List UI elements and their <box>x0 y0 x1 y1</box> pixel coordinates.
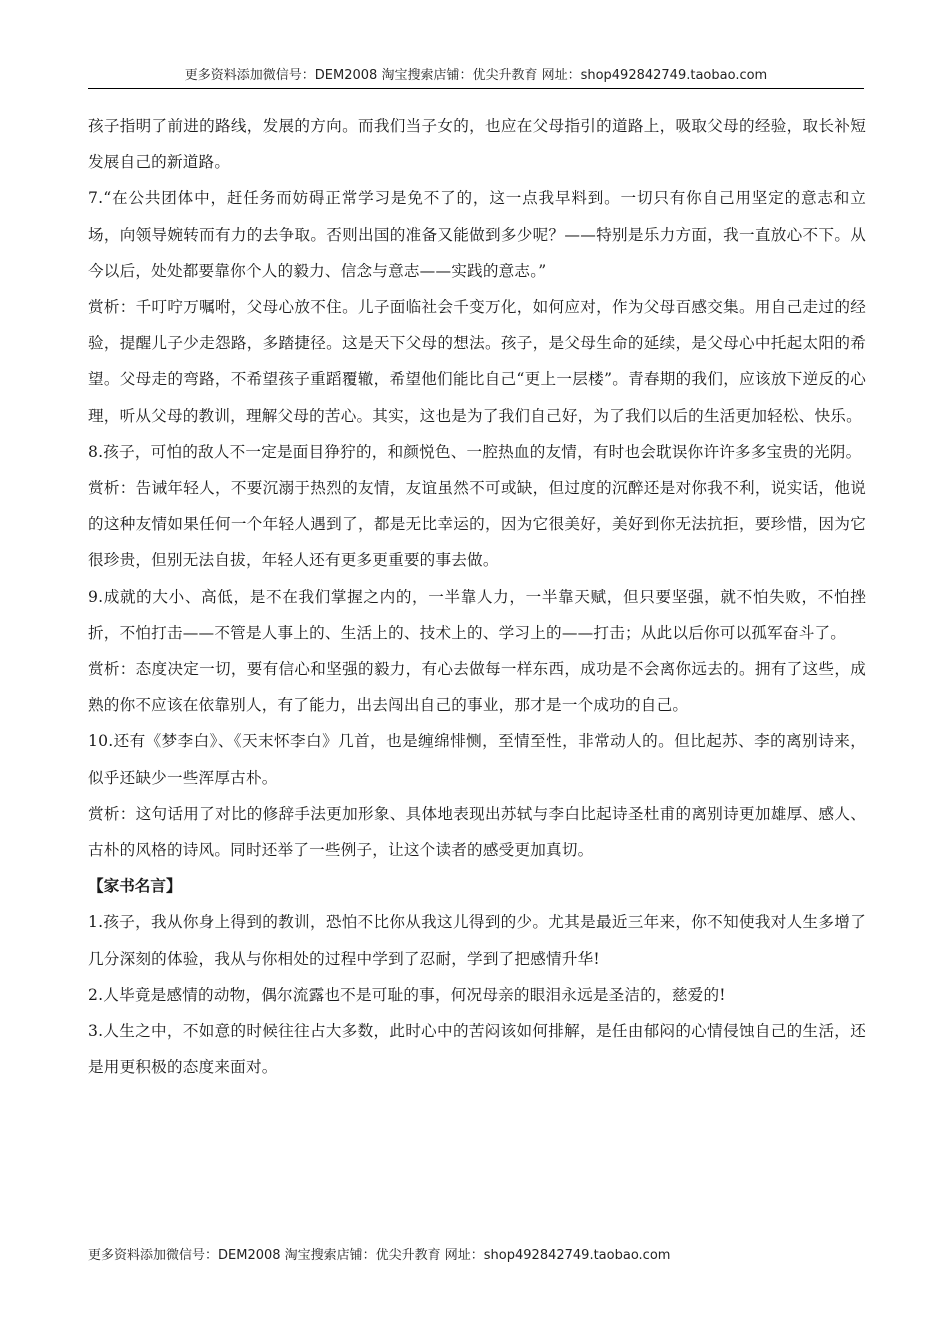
header-divider <box>88 88 864 89</box>
page-footer: 更多资料添加微信号：DEM2008 淘宝搜索店铺：优尖升教育 网址：shop492842749.taobao.com <box>88 1248 671 1263</box>
quote-9: 9.成就的大小、高低，是不在我们掌握之内的，一半靠人力，一半靠天赋，但只要坚强，就不怕失败，不怕挫折，不怕打击——不管是人事上的、生活上的、技术上的、学习上的——打击；从此以后你可以孤军奋斗了。 <box>88 587 866 642</box>
quote-7: 7.“在公共团体中，赶任务而妨碍正常学习是免不了的，这一点我早料到。一切只有你自己用坚定的意志和立场，向领导婉转而有力的去争取。否则出国的准备又能做到多少呢？——特别是乐力方面，我一直放心不下。从今以后，处处都要靠你个人的毅力、信念与意志——实践的意志。” <box>88 189 866 280</box>
famous-quote-3: 3.人生之中，不如意的时候往往占大多数，此时心中的苦闷该如何排解，是任由郁闷的心情侵蚀自己的生活，还是用更积极的态度来面对。 <box>88 1022 866 1077</box>
analysis-10: 赏析：这句话用了对比的修辞手法更加形象、具体地表现出苏轼与李白比起诗圣杜甫的离别诗更加雄厚、感人、古朴的风格的诗风。同时还举了一些例子，让这个读者的感受更加真切。 <box>88 804 866 860</box>
famous-quote-1: 1.孩子，我从你身上得到的教训，恐怕不比你从我这儿得到的少。尤其是最近三年来，你不知使我对人生多增了几分深刻的体验，我从与你相处的过程中学到了忍耐，学到了把感情升华! <box>88 913 866 968</box>
analysis-8: 赏析：告诫年轻人，不要沉溺于热烈的友情，友谊虽然不可或缺，但过度的沉醉还是对你我不利，说实话，他说的这种友情如果任何一个年轻人遇到了，都是无比幸运的，因为它很美好，美好到你无法抗拒，要珍惜，因为它很珍贵，但别无法自拔，年轻人还有更多更重要的事去做。 <box>88 479 866 570</box>
famous-quote-2: 2.人毕竟是感情的动物，偶尔流露也不是可耻的事，何况母亲的眼泪永远是圣洁的，慈爱的! <box>88 985 726 1004</box>
quote-8: 8.孩子，可怕的敌人不一定是面目狰狞的，和颜悦色、一腔热血的友情，有时也会耽误你许许多多宝贵的光阴。 <box>88 442 862 461</box>
document-body <box>88 108 866 1085</box>
analysis-9: 赏析：态度决定一切，要有信心和坚强的毅力，有心去做每一样东西，成功是不会离你远去的。拥有了这些，成熟的你不应该在依靠别人，有了能力，出去闯出自己的事业，那才是一个成功的自己。 <box>88 660 866 715</box>
analysis-7: 赏析：千叮咛万嘱咐，父母心放不住。儿子面临社会千变万化，如何应对，作为父母百感交集。用自己走过的经验，提醒儿子少走怨路，多踏捷径。这是天下父母的想法。孩子，是父母生命的延续，是父母心中托起太阳的希望。父母走的弯路，不希望孩子重蹈覆辙，希望他们能比自己“更上一层楼”。青春期的我们，应该放下逆反的心理，听从父母的教训，理解父母的苦心。其实，这也是为了我们自己好，为了我们以后的生活更加轻松、快乐。 <box>88 298 866 425</box>
paragraph-continuation: 孩子指明了前进的路线，发展的方向。而我们当子女的，也应在父母指引的道路上，吸取父母的经验，取长补短发展自己的新道路。 <box>88 117 866 172</box>
page-header: 更多资料添加微信号：DEM2008 淘宝搜索店铺：优尖升教育 网址：shop492842749.taobao.com <box>184 68 768 83</box>
quote-10: 10.还有《梦李白》、《天末怀李白》几首，也是缠绵悱恻，至情至性，非常动人的。但比起苏、李的离别诗来，似乎还缺少一些浑厚古朴。 <box>88 732 866 787</box>
section-heading-famous-quotes: 【家书名言】 <box>88 876 182 896</box>
